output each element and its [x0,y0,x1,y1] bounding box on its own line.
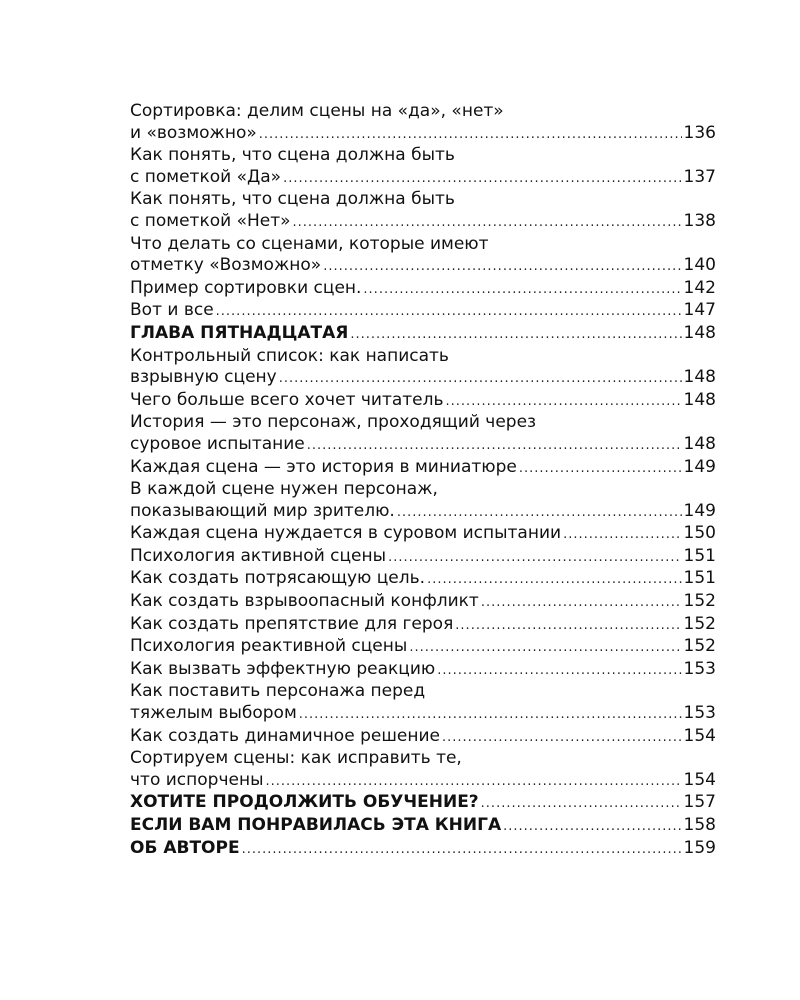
toc-entry-title: ОБ АВТОРЕ [130,837,240,858]
dot-leader [503,816,681,838]
toc-entry[interactable] [130,659,716,682]
page-number: 142 [683,277,716,298]
page-number: 148 [683,389,716,410]
toc-entry-title: суровое испытание [130,433,305,454]
toc-entry[interactable] [130,568,716,591]
toc-entry[interactable] [130,614,716,637]
dot-leader [519,458,682,480]
toc-entry-line [130,659,716,682]
page-number: 140 [683,255,716,276]
page-number: 150 [683,523,716,544]
dot-leader [266,771,682,793]
toc-entry[interactable] [130,323,716,346]
toc-entry-title-line: Контрольный список: как написать [130,345,449,366]
page-number: 158 [683,815,716,835]
toc-entry-title: с пометкой «Да» [130,166,282,187]
toc-entry-title-line: В каждой сцене нужен персонаж, [130,479,438,500]
dot-leader [563,524,681,546]
toc-entry-line [130,211,716,234]
toc-entry[interactable] [130,726,716,749]
toc-entry-title: Пример сортировки сцен. [130,277,362,298]
toc-entry-line [130,390,716,413]
toc-entry-title: Чего больше всего хочет читатель [130,389,444,410]
page-number: 152 [683,636,716,657]
dot-leader [299,704,682,726]
page-number: 157 [683,792,716,813]
toc-entry-line [130,278,716,301]
page-number: 151 [683,545,716,566]
dot-leader [279,368,682,390]
page-number: 149 [683,456,716,477]
toc-entry-title-line: Сортируем сцены: как исправить те, [130,748,462,769]
toc-entry[interactable] [130,748,716,792]
dot-leader [437,660,681,682]
toc-entry-title-line: Как поставить персонажа перед [130,681,426,702]
toc-entry[interactable] [130,145,716,189]
dot-leader [323,256,681,278]
toc-entry-title: показывающий мир зрителю. [130,500,395,521]
toc-entry-line [130,591,716,614]
toc-entry-line [130,167,716,190]
page-number: 147 [683,300,716,321]
dot-leader [397,502,682,524]
page-number: 154 [683,725,716,746]
page-number: 137 [683,166,716,187]
page-number: 148 [683,367,716,388]
toc-entry-line [130,703,716,726]
toc-entry[interactable] [130,300,716,323]
toc-entry-line [130,300,716,323]
toc-entry-line [130,838,716,861]
toc-entry-line [130,792,716,815]
dot-leader [216,301,682,323]
toc-entry-title: Вот и все [130,300,214,321]
dot-leader [293,212,682,234]
toc-entry-title: ХОТИТЕ ПРОДОЛЖИТЬ ОБУЧЕНИЕ? [130,792,479,813]
toc-entry-title: что испорчены [130,769,264,790]
toc-entry-title: ЕСЛИ ВАМ ПОНРАВИЛАСЬ ЭТА КНИГА [130,815,502,835]
toc-entry[interactable] [130,523,716,546]
page-number: 136 [683,122,716,143]
page-number: 151 [683,568,716,589]
page-number: 154 [683,769,716,790]
dot-leader [283,168,681,190]
page-number: 148 [683,322,716,343]
dot-leader [409,637,681,659]
toc-entry-title: с пометкой «Нет» [130,210,291,231]
dot-leader [455,615,681,637]
toc-entry[interactable] [130,815,716,838]
toc-entry[interactable] [130,278,716,301]
page-number: 152 [683,613,716,634]
toc-entry-line [130,523,716,546]
toc-entry-line [130,726,716,749]
dot-leader [242,839,682,861]
dot-leader [307,435,682,457]
toc-entry[interactable] [130,412,716,456]
toc-entry-title: Каждая сцена нуждается в суровом испытании [130,523,562,544]
toc-entry-line [130,770,716,793]
page-number: 138 [683,210,716,231]
toc-entry[interactable] [130,792,716,815]
page-number: 159 [683,837,716,858]
toc-entry[interactable] [130,346,716,390]
dot-leader [481,592,682,614]
page-number: 152 [683,591,716,612]
toc-entry-line [130,614,716,637]
toc-entry-title: Каждая сцена — это история в миниатюре [130,456,517,477]
toc-entry-line [130,815,716,838]
toc-entry-title: ГЛАВА ПЯТНАДЦАТАЯ [130,322,349,343]
dot-leader [427,569,681,591]
toc-entry-title: отметку «Возможно» [130,255,322,276]
toc-entry-title: Психология реактивной сцены [130,636,408,657]
toc-entry-line [130,255,716,278]
toc-entry[interactable] [130,546,716,569]
toc-entry-line [130,123,716,146]
table-of-contents [130,101,716,860]
dot-leader [481,793,682,815]
toc-entry[interactable] [130,479,716,523]
toc-entry-title-line: Сортировка: делим сцены на «да», «нет» [130,101,504,121]
toc-entry[interactable] [130,636,716,659]
toc-entry[interactable] [130,234,716,278]
toc-entry-line [130,636,716,659]
page-number: 149 [683,500,716,521]
toc-entry-line [130,568,716,591]
page-number: 148 [683,433,716,454]
toc-entry-title-line: Как понять, что сцена должна быть [130,189,455,210]
toc-entry-title: Психология активной сцены [130,545,387,566]
toc-entry[interactable] [130,390,716,413]
toc-entry-line [130,457,716,480]
toc-entry[interactable] [130,838,716,861]
toc-entry[interactable] [130,101,716,145]
page-number: 153 [683,658,716,679]
page-number: 153 [683,703,716,724]
dot-leader [446,391,682,413]
toc-entry-title: Как создать взрывоопасный конфликт [130,591,479,612]
toc-entry[interactable] [130,457,716,480]
toc-entry-line [130,434,716,457]
toc-entry-title: и «возможно» [130,122,257,143]
dot-leader [363,279,681,301]
toc-entry[interactable] [130,681,716,725]
toc-entry[interactable] [130,189,716,233]
toc-entry-title: взрывную сцену [130,367,277,388]
toc-entry-title: Как создать динамичное решение [130,725,440,746]
toc-entry-title-line: Как понять, что сцена должна быть [130,145,455,166]
toc-entry-line [130,501,716,524]
dot-leader [388,547,681,569]
dot-leader [259,124,682,146]
toc-entry-line [130,323,716,346]
toc-entry-title: Как вызвать эффектную реакцию [130,658,436,679]
toc-entry-title: Как создать потрясающую цель. [130,568,426,589]
toc-entry-line [130,367,716,390]
dot-leader [350,324,681,346]
toc-entry-title-line: История — это персонаж, проходящий через [130,412,537,433]
toc-entry-title-line: Что делать со сценами, которые имеют [130,233,489,254]
dot-leader [442,727,682,749]
toc-entry-title: Как создать препятствие для героя [130,613,454,634]
toc-entry-line [130,546,716,569]
toc-entry[interactable] [130,591,716,614]
toc-entry-title: тяжелым выбором [130,703,297,724]
